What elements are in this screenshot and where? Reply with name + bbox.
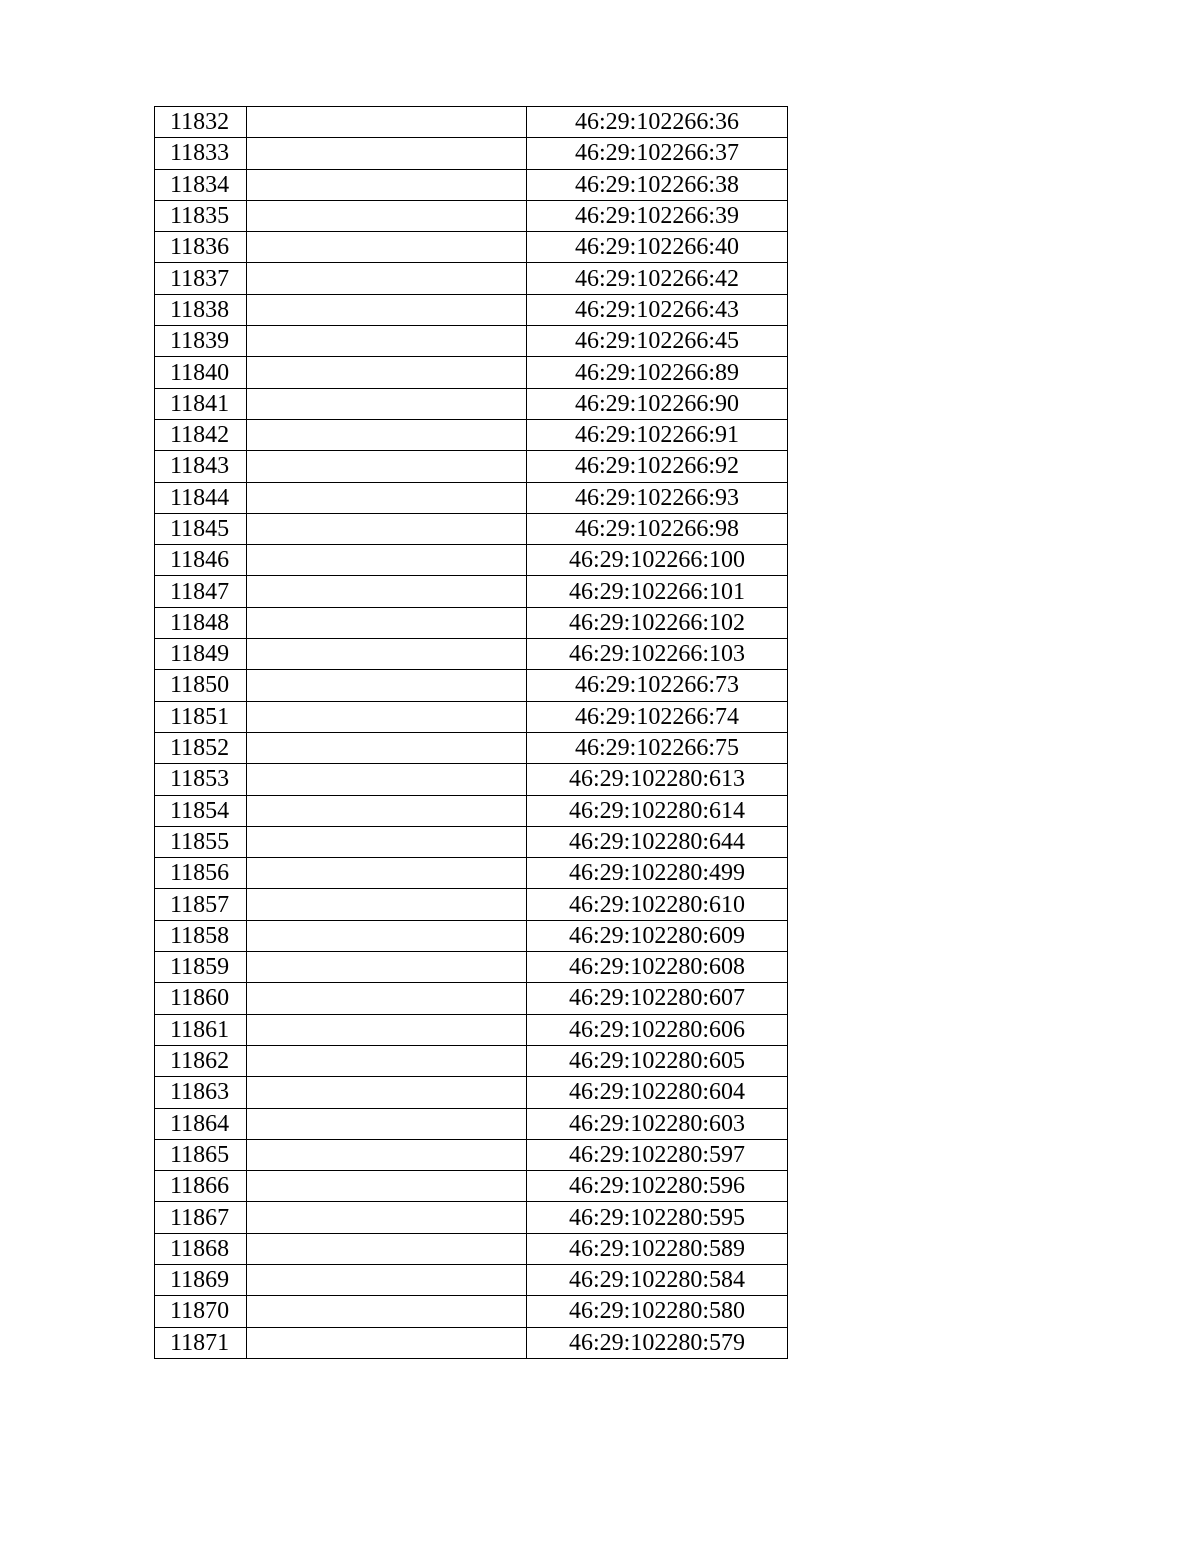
cadastral-number-cell: 46:29:102266:92 [527, 451, 788, 482]
row-number-cell: 11849 [155, 639, 247, 670]
table-row [155, 1108, 788, 1139]
row-number-cell: 11852 [155, 732, 247, 763]
cadastral-number-cell: 46:29:102280:499 [527, 858, 788, 889]
row-number-cell: 11845 [155, 513, 247, 544]
row-number-cell: 11865 [155, 1139, 247, 1170]
cadastral-number-cell: 46:29:102266:37 [527, 138, 788, 169]
row-number-cell: 11864 [155, 1108, 247, 1139]
empty-cell [247, 826, 527, 857]
table-row [155, 1171, 788, 1202]
table-row [155, 983, 788, 1014]
row-number-cell: 11835 [155, 200, 247, 231]
row-number-cell: 11838 [155, 294, 247, 325]
cadastral-number-cell: 46:29:102280:644 [527, 826, 788, 857]
cadastral-number-cell: 46:29:102280:584 [527, 1264, 788, 1295]
table-row [155, 482, 788, 513]
row-number-cell: 11843 [155, 451, 247, 482]
empty-cell [247, 1327, 527, 1358]
row-number-cell: 11854 [155, 795, 247, 826]
row-number-cell: 11860 [155, 983, 247, 1014]
cadastral-number-cell: 46:29:102280:614 [527, 795, 788, 826]
table-row [155, 1202, 788, 1233]
table-row [155, 607, 788, 638]
empty-cell [247, 670, 527, 701]
cadastral-number-cell: 46:29:102280:580 [527, 1296, 788, 1327]
row-number-cell: 11871 [155, 1327, 247, 1358]
registry-table-body [155, 107, 788, 1359]
empty-cell [247, 1233, 527, 1264]
empty-cell [247, 138, 527, 169]
empty-cell [247, 983, 527, 1014]
table-row [155, 451, 788, 482]
row-number-cell: 11839 [155, 326, 247, 357]
table-row [155, 419, 788, 450]
cadastral-number-cell: 46:29:102266:103 [527, 639, 788, 670]
cadastral-number-cell: 46:29:102266:93 [527, 482, 788, 513]
cadastral-number-cell: 46:29:102280:608 [527, 952, 788, 983]
row-number-cell: 11833 [155, 138, 247, 169]
table-row [155, 1139, 788, 1170]
row-number-cell: 11861 [155, 1014, 247, 1045]
cadastral-number-cell: 46:29:102280:589 [527, 1233, 788, 1264]
table-row [155, 1264, 788, 1295]
cadastral-number-cell: 46:29:102266:102 [527, 607, 788, 638]
empty-cell [247, 701, 527, 732]
table-row [155, 294, 788, 325]
table-row [155, 1045, 788, 1076]
row-number-cell: 11846 [155, 545, 247, 576]
empty-cell [247, 952, 527, 983]
row-number-cell: 11840 [155, 357, 247, 388]
row-number-cell: 11853 [155, 764, 247, 795]
row-number-cell: 11851 [155, 701, 247, 732]
table-row [155, 920, 788, 951]
table-row [155, 1014, 788, 1045]
table-row [155, 1327, 788, 1358]
empty-cell [247, 639, 527, 670]
row-number-cell: 11867 [155, 1202, 247, 1233]
table-row [155, 357, 788, 388]
empty-cell [247, 576, 527, 607]
empty-cell [247, 1264, 527, 1295]
table-row [155, 764, 788, 795]
empty-cell [247, 1014, 527, 1045]
table-row [155, 826, 788, 857]
table-row [155, 513, 788, 544]
table-row [155, 670, 788, 701]
empty-cell [247, 1171, 527, 1202]
empty-cell [247, 107, 527, 138]
empty-cell [247, 1296, 527, 1327]
table-row [155, 326, 788, 357]
empty-cell [247, 263, 527, 294]
cadastral-number-cell: 46:29:102266:45 [527, 326, 788, 357]
cadastral-number-cell: 46:29:102280:606 [527, 1014, 788, 1045]
row-number-cell: 11836 [155, 232, 247, 263]
table-row [155, 1233, 788, 1264]
table-row [155, 952, 788, 983]
row-number-cell: 11842 [155, 419, 247, 450]
row-number-cell: 11866 [155, 1171, 247, 1202]
cadastral-number-cell: 46:29:102266:43 [527, 294, 788, 325]
cadastral-number-cell: 46:29:102280:607 [527, 983, 788, 1014]
table-row [155, 169, 788, 200]
empty-cell [247, 357, 527, 388]
cadastral-number-cell: 46:29:102266:90 [527, 388, 788, 419]
row-number-cell: 11837 [155, 263, 247, 294]
cadastral-number-cell: 46:29:102280:610 [527, 889, 788, 920]
cadastral-number-cell: 46:29:102266:40 [527, 232, 788, 263]
table-row [155, 232, 788, 263]
empty-cell [247, 482, 527, 513]
empty-cell [247, 920, 527, 951]
empty-cell [247, 294, 527, 325]
cadastral-number-cell: 46:29:102280:597 [527, 1139, 788, 1170]
cadastral-number-cell: 46:29:102280:596 [527, 1171, 788, 1202]
table-row [155, 701, 788, 732]
table-row [155, 889, 788, 920]
table-row [155, 388, 788, 419]
empty-cell [247, 1077, 527, 1108]
row-number-cell: 11850 [155, 670, 247, 701]
registry-table [154, 106, 788, 1359]
cadastral-number-cell: 46:29:102266:98 [527, 513, 788, 544]
empty-cell [247, 545, 527, 576]
cadastral-number-cell: 46:29:102266:73 [527, 670, 788, 701]
cadastral-number-cell: 46:29:102280:605 [527, 1045, 788, 1076]
cadastral-number-cell: 46:29:102266:36 [527, 107, 788, 138]
table-row [155, 1077, 788, 1108]
row-number-cell: 11847 [155, 576, 247, 607]
table-row [155, 263, 788, 294]
empty-cell [247, 200, 527, 231]
table-row [155, 200, 788, 231]
table-row [155, 545, 788, 576]
cadastral-number-cell: 46:29:102266:75 [527, 732, 788, 763]
table-row [155, 795, 788, 826]
cadastral-number-cell: 46:29:102280:595 [527, 1202, 788, 1233]
row-number-cell: 11868 [155, 1233, 247, 1264]
row-number-cell: 11857 [155, 889, 247, 920]
cadastral-number-cell: 46:29:102266:74 [527, 701, 788, 732]
empty-cell [247, 169, 527, 200]
table-row [155, 138, 788, 169]
empty-cell [247, 1108, 527, 1139]
empty-cell [247, 1139, 527, 1170]
row-number-cell: 11855 [155, 826, 247, 857]
row-number-cell: 11834 [155, 169, 247, 200]
empty-cell [247, 513, 527, 544]
row-number-cell: 11859 [155, 952, 247, 983]
empty-cell [247, 764, 527, 795]
row-number-cell: 11862 [155, 1045, 247, 1076]
empty-cell [247, 858, 527, 889]
cadastral-number-cell: 46:29:102266:39 [527, 200, 788, 231]
table-row [155, 639, 788, 670]
row-number-cell: 11844 [155, 482, 247, 513]
empty-cell [247, 1202, 527, 1233]
cadastral-number-cell: 46:29:102266:42 [527, 263, 788, 294]
cadastral-number-cell: 46:29:102266:89 [527, 357, 788, 388]
cadastral-number-cell: 46:29:102280:609 [527, 920, 788, 951]
table-row [155, 732, 788, 763]
row-number-cell: 11870 [155, 1296, 247, 1327]
cadastral-number-cell: 46:29:102266:91 [527, 419, 788, 450]
cadastral-number-cell: 46:29:102280:603 [527, 1108, 788, 1139]
empty-cell [247, 889, 527, 920]
empty-cell [247, 419, 527, 450]
row-number-cell: 11858 [155, 920, 247, 951]
empty-cell [247, 795, 527, 826]
row-number-cell: 11856 [155, 858, 247, 889]
cadastral-number-cell: 46:29:102266:100 [527, 545, 788, 576]
row-number-cell: 11841 [155, 388, 247, 419]
cadastral-number-cell: 46:29:102266:38 [527, 169, 788, 200]
row-number-cell: 11863 [155, 1077, 247, 1108]
table-row [155, 1296, 788, 1327]
empty-cell [247, 451, 527, 482]
table-row [155, 107, 788, 138]
empty-cell [247, 388, 527, 419]
row-number-cell: 11848 [155, 607, 247, 638]
table-row [155, 576, 788, 607]
empty-cell [247, 607, 527, 638]
empty-cell [247, 232, 527, 263]
empty-cell [247, 1045, 527, 1076]
empty-cell [247, 326, 527, 357]
cadastral-number-cell: 46:29:102266:101 [527, 576, 788, 607]
table-row [155, 858, 788, 889]
row-number-cell: 11832 [155, 107, 247, 138]
cadastral-number-cell: 46:29:102280:579 [527, 1327, 788, 1358]
empty-cell [247, 732, 527, 763]
cadastral-number-cell: 46:29:102280:604 [527, 1077, 788, 1108]
cadastral-number-cell: 46:29:102280:613 [527, 764, 788, 795]
row-number-cell: 11869 [155, 1264, 247, 1295]
